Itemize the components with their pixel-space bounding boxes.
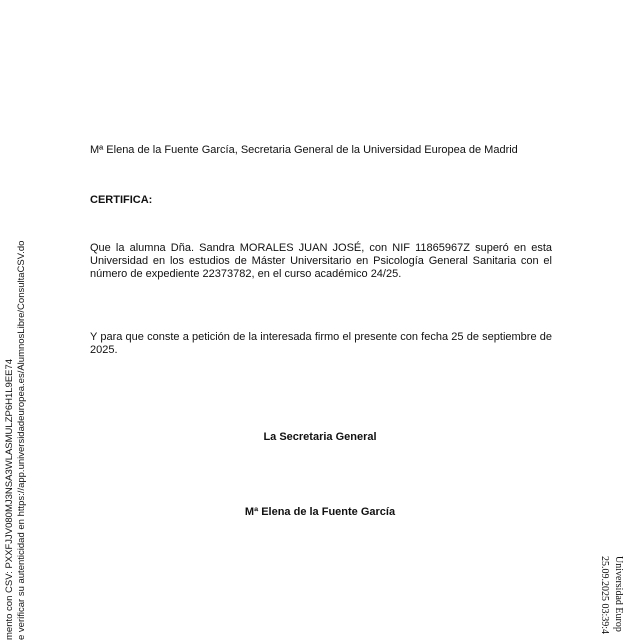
csv-code-margin-text: mento con CSV: PXXFJJV080MJ3NSA3WLASMULZP6H1L9EE74 — [4, 358, 15, 640]
signature-title: La Secretaria General — [263, 431, 377, 443]
closing-paragraph — [90, 331, 552, 357]
institution-stamp-margin-text: Universidad Europ — [613, 556, 624, 632]
verification-url-margin-text: e verificar su autenticidad en https://app.universidadeuropea.es/AlumnosLibre/ConsultaCSV.do — [16, 240, 27, 640]
paragraph-line: Que la alumna Dña. Sandra MORALES JUAN JOSÉ, con NIF 11865967Z superó en esta — [90, 242, 552, 254]
certificate-body-paragraph — [90, 242, 552, 281]
paragraph-line: 2025. — [90, 344, 118, 356]
signature-name: Mª Elena de la Fuente García — [244, 506, 396, 518]
certifica-heading: CERTIFICA: — [90, 194, 153, 206]
paragraph-line: Y para que conste a petición de la interesada firmo el presente con fecha 25 de septiembre de — [90, 331, 552, 343]
timestamp-stamp-margin-text: 25.09.2025 03:39:4 — [599, 556, 610, 635]
paragraph-line: número de expediente 22373782, en el curso académico 24/25. — [90, 268, 402, 280]
paragraph-line: Universidad en los estudios de Máster Universitario en Psicología General Sanitaria con el — [90, 255, 552, 267]
issuer-line: Mª Elena de la Fuente García, Secretaria General de la Universidad Europea de Madrid — [90, 144, 518, 156]
